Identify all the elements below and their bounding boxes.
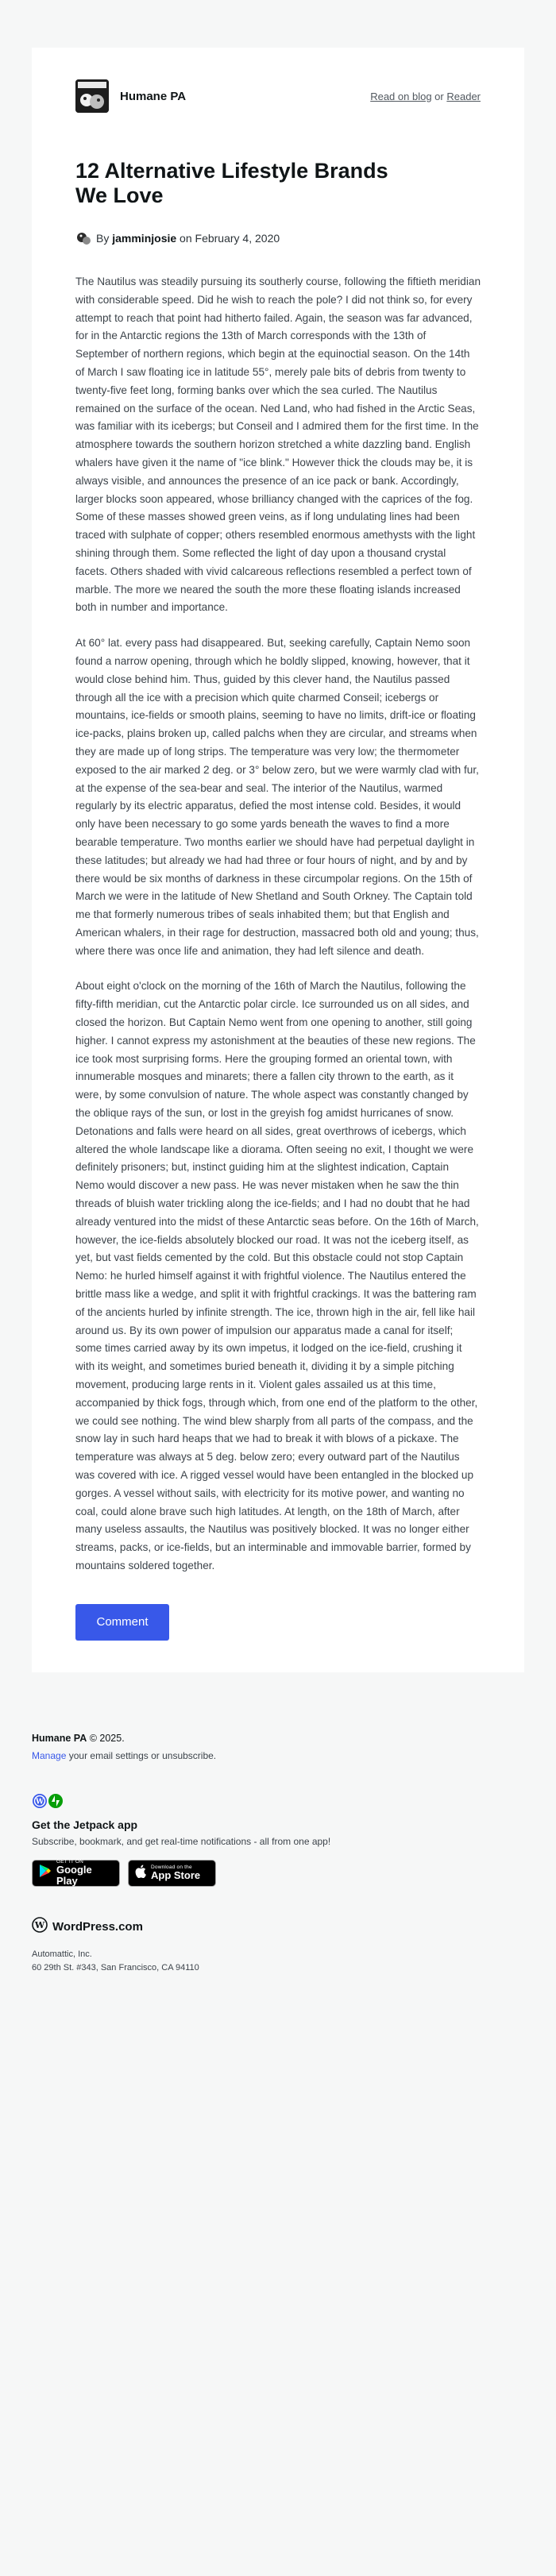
author-avatar [75, 230, 91, 246]
google-play-small: GET IT ON [56, 1859, 84, 1865]
reader-link[interactable]: Reader [446, 90, 481, 102]
wordpress-app-icon [32, 1793, 48, 1809]
google-play-icon [39, 1864, 52, 1882]
app-store-big: App Store [151, 1869, 201, 1882]
manage-rest-text: your email settings or unsubscribe. [68, 1749, 217, 1761]
paragraph: About eight o'clock on the morning of the 16th of March the Nautilus, following the fifty-fifth meridian, cut the Antarctic polar circle. Ice surrounded us on all sides, and closed the horizon. But Captain Nemo went from one opening to another, still going higher. I cannot express my astonishment at the beauties of these new regions. The ice took most surprising forms. Here the grouping formed an oriental town, with innumerable mosques and minarets; there a fallen city thrown to the earth, as it were, by some convulsion of nature. The whole aspect was constantly changed by the oblique rays of the sun, or lost in the greyish fog amidst hurricanes of snow. Detonations and falls were heard on all sides, great overthrows of icebergs, which altered the whole landscape like a diorama. Often seeing no exit, I thought we were definitely prisoners; but, instinct guiding him at the slightest indication, Captain Nemo would discover a new pass. He was never mistaken when he saw the thin threads of bluish water trickling along the ice-fields; and I had no doubt that he had already ventured into the midst of these Antarctic seas before. On the 16th of March, however, the ice-fields absolutely blocked our road. It was not the iceberg itself, as yet, but vast fields cemented by the cold. But this obstacle could not stop Captain Nemo: he hurled himself against it with frightful violence. The Nautilus entered the brittle mass like a wedge, and split it with frightful crackings. It was the battering ram of the ancients hurled by infinite strength. The ice, thrown high in the air, fell like hail around us. By its own power of impulsion our apparatus made a canal for itself; some times carried away by its own impetus, it lodged on the ice-field, crushing it with its weight, and sometimes buried beneath it, dividing it by a simple pitching movement, producing large rents in it. Violent gales assailed us at this time, accompanied by thick fogs, through which, from one end of the platform to the other, we could see nothing. The wind blew sharply from all parts of the compass, and the snow lay in such hard heaps that we had to break it with blows of a pickaxe. The temperature was always at 5 deg. below zero; every outward part of the Nautilus was covered with ice. A rigged vessel would have been entangled in the blocked up gorges. A vessel without sails, with electricity for its motive power, and wanting no coal, could alone brave such high latitudes. At length, on the 18th of March, after many useless assaults, the Nautilus was positively blocked. It was no longer either streams, packs, or ice-fields, but an interminable and immovable barrier, formed by mountains soldered together. [75, 980, 479, 1571]
wordpress-icon [32, 1917, 48, 1937]
post-body [75, 273, 481, 1575]
comment-button[interactable]: Comment [75, 1604, 169, 1641]
svg-text:W: W [34, 1919, 45, 1930]
read-links [370, 91, 481, 102]
jetpack-app-icon [48, 1793, 64, 1809]
byline [75, 230, 481, 246]
app-store-small: Download on the [151, 1865, 192, 1871]
google-play-badge[interactable] [32, 1860, 120, 1887]
jetpack-subtitle: Subscribe, bookmark, and get real-time notifications - all from one app! [32, 1835, 331, 1847]
header [75, 79, 481, 113]
company-name: Automattic, Inc. [32, 1949, 92, 1959]
site-logo[interactable] [75, 79, 109, 113]
footer [32, 1672, 524, 2007]
paragraph: The Nautilus was steadily pursuing its southerly course, following the fiftieth meridian with considerable speed. Did he wish to reach the pole? I did not think so, for every attempt to reach that point had hitherto failed. Again, the season was far advanced, for in the Antarctic regions the 13th of March corresponds with the 13th of September of northern regions, which begin at the equinoctial season. On the 14th of March I saw floating ice in latitude 55°, merely pale bits of debris from twenty to twenty-five feet long, forming banks over which the sea curled. The Nautilus remained on the surface of the ocean. Ned Land, who had fished in the Arctic Seas, was familiar with its icebergs; but Conseil and I admired them for the first time. In the atmosphere towards the southern horizon stretched a white dazzling band. English whalers have given it the name of "ice blink." However thick the clouds may be, it is always visible, and announces the presence of an ice pack or bank. Accordingly, larger blocks soon appeared, whose brilliancy changed with the caprices of the fog. Some of these masses showed green veins, as if long undulating lines had been traced with sulphate of copper; others resembled enormous amethysts with the light shining through them. Some reflected the light of day upon a thousand crystal facets. Others shaded with vivid calcareous reflections resembled a perfect town of marble. The more we neared the south the more these floating islands increased both in number and importance. [75, 276, 481, 614]
manage-settings [32, 1750, 524, 1761]
wordpress-logo[interactable] [32, 1917, 524, 1937]
google-play-big: Google Play [56, 1864, 92, 1888]
svg-text:W: W [35, 1798, 44, 1807]
paragraph: At 60° lat. every pass had disappeared. But, seeking carefully, Captain Nemo soon found a narrow opening, through which he boldly slipped, knowing, however, that it would close behind him. Thus, guided by this clever hand, the Nautilus passed through all the ice with a precision which quite charmed Conseil; icebergs or mountains, ice-fields or smooth plains, seeming to have no limits, drift-ice or floating ice-packs, plains broken up, called palchs when they are circular, and streams when they are made up of long strips. The temperature was very low; the thermometer exposed to the air marked 2 deg. or 3° below zero, but we were warmly clad with fur, at the expense of the sea-bear and seal. The interior of the Nautilus, warmed regularly by its electric apparatus, defied the most intense cold. Besides, it would only have been necessary to go some yards beneath the waves to find a more bearable temperature. Two months earlier we should have had perpetual daylight in these latitudes; but already we had had three or four hours of night, and by and by there would be six months of darkness in these circumpolar regions. On the 15th of March we were in the latitude of New Shetland and South Orkney. The Captain told me that formerly numerous tribes of seals inhabited them; but that English and American whalers, in their rage for destruction, massacred both old and young; thus, where there was once life and animation, they had left silence and death. [75, 637, 479, 957]
author-name[interactable]: jamminjosie [112, 232, 177, 245]
company-address [32, 1948, 524, 1975]
by-text: By [96, 232, 110, 245]
jetpack-title: Get the Jetpack app [32, 1818, 138, 1831]
or-text: or [434, 90, 444, 102]
email-card [32, 48, 524, 1672]
read-on-blog-link[interactable]: Read on blog [370, 90, 432, 102]
street-address: 60 29th St. #343, San Francisco, CA 94110 [32, 1962, 199, 1972]
copyright-text: © 2025. [89, 1732, 125, 1744]
apple-icon [135, 1865, 146, 1882]
on-text: on [180, 232, 192, 245]
wordpress-name: WordPress.com [52, 1919, 143, 1934]
brand [75, 79, 186, 113]
manage-link[interactable]: Manage [32, 1749, 67, 1761]
app-icons [32, 1793, 524, 1809]
store-badges [32, 1860, 524, 1887]
site-name[interactable]: Humane PA [120, 89, 187, 103]
footer-site-name: Humane PA [32, 1732, 87, 1744]
app-store-badge[interactable] [128, 1860, 216, 1887]
footer-copyright [32, 1733, 524, 1744]
post-title[interactable]: 12 Alternative Lifestyle Brands We Love [75, 159, 388, 207]
post-date: February 4, 2020 [195, 232, 280, 245]
